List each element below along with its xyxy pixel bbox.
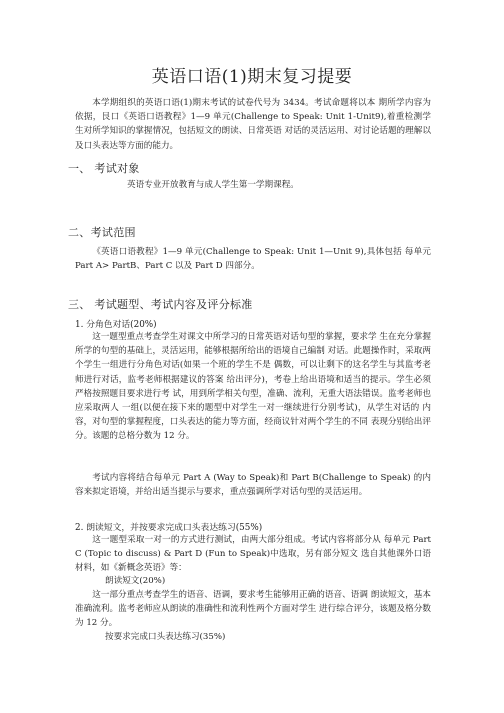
section-1-heading: 一、 考试对象: [68, 162, 140, 175]
item-2-sub-2-title: 按要求完成口头表达练习(35%): [105, 632, 226, 642]
item-2-text: 这一题型采取一对一的方式进行测试，由两大部分组成。考试内容将部分从 每单元 Part C (Topic to discuss) & Part D (Fun to Speak)中选取，另有部分短文 选自其他课外口语材料，如《新概念英语》等：: [75, 535, 431, 574]
section-2-text: 《英语口语教程》1—9 单元(Challenge to Speak: Unit 1—Unit 9),具体包括 每单元 Part A> PartB、Part C 以及 Part D 四部分。: [75, 247, 431, 272]
section-1-text: 英语专业开放教育与成人学生第一学期课程。: [127, 180, 299, 190]
item-2-sub-1-title: 朗读短文(20%): [105, 576, 166, 586]
page-title: 英语口语(1)期末复习提要: [151, 67, 353, 87]
item-1-text-2: 考试内容将结合每单元 Part A (Way to Speak)和 Part B(Challenge to Speak) 的内容来拟定语境，并给出适当提示与要求，重点强调所学对话句型的灵活运用。: [75, 473, 431, 498]
item-2-sub-1-text: 这一部分重点考查学生的语音、语调，要求考生能够用正确的语音、语调 朗读短文，基本准确流利。监考老师应从朗读的准确性和流利性两个方面对学生 进行综合评分，该题及格分数为 12 分。: [75, 590, 431, 629]
section-3-heading: 三、 考试题型、考试内容及评分标准: [68, 298, 253, 311]
section-2-heading: 二、考试范围: [68, 226, 136, 239]
item-2-title: 2. 朗读短文，并按要求完成口头表达练习(55%): [75, 523, 263, 533]
item-1-title: 1. 分角色对话(20%): [75, 320, 157, 330]
intro-paragraph: 本学期组织的英语口语(1)期末考试的试卷代号为 3434。考试命题将以本 期所学内容为依据，艮口《英语口语教程》1—9 单元(Challenge to Speak: Unit 1-Unit9),着重检测学生对所学知识的掌握情况，包括短文的朗读、日常英语 对话的灵活运用、对讨论话题的理解以及口头表达等方面的能力。: [75, 98, 431, 151]
item-1-text: 这一题型重点考查学生对课文中所学习的日常英语对话句型的掌握，要求学 生在充分掌握所学的句型的基础上，灵活运用，能够根据所给出的语境自己编制 对话。此题操作时，采取两个学生一组进行分角色对话(如果一个班的学生不是 偶数，可以让剩下的这名学生与其监考老师进行对话，监考老师根据建议的答案 给出评分)，考卷上给出语境和适当的提示。学生必须严格按照题目要求进行考 试，用到所学相关句型，准确、流利，无重大语法错误。监考老师也应采取两人 一组(以便在接下来的题型中对学生一对一继续进行分别考试)，从学生对话的 内容，对句型的掌握程度，口头表达的能力等方面，经商议针对两个学生的不同 表现分别给出评分。该题的总格分数为 12 分。: [75, 332, 431, 442]
